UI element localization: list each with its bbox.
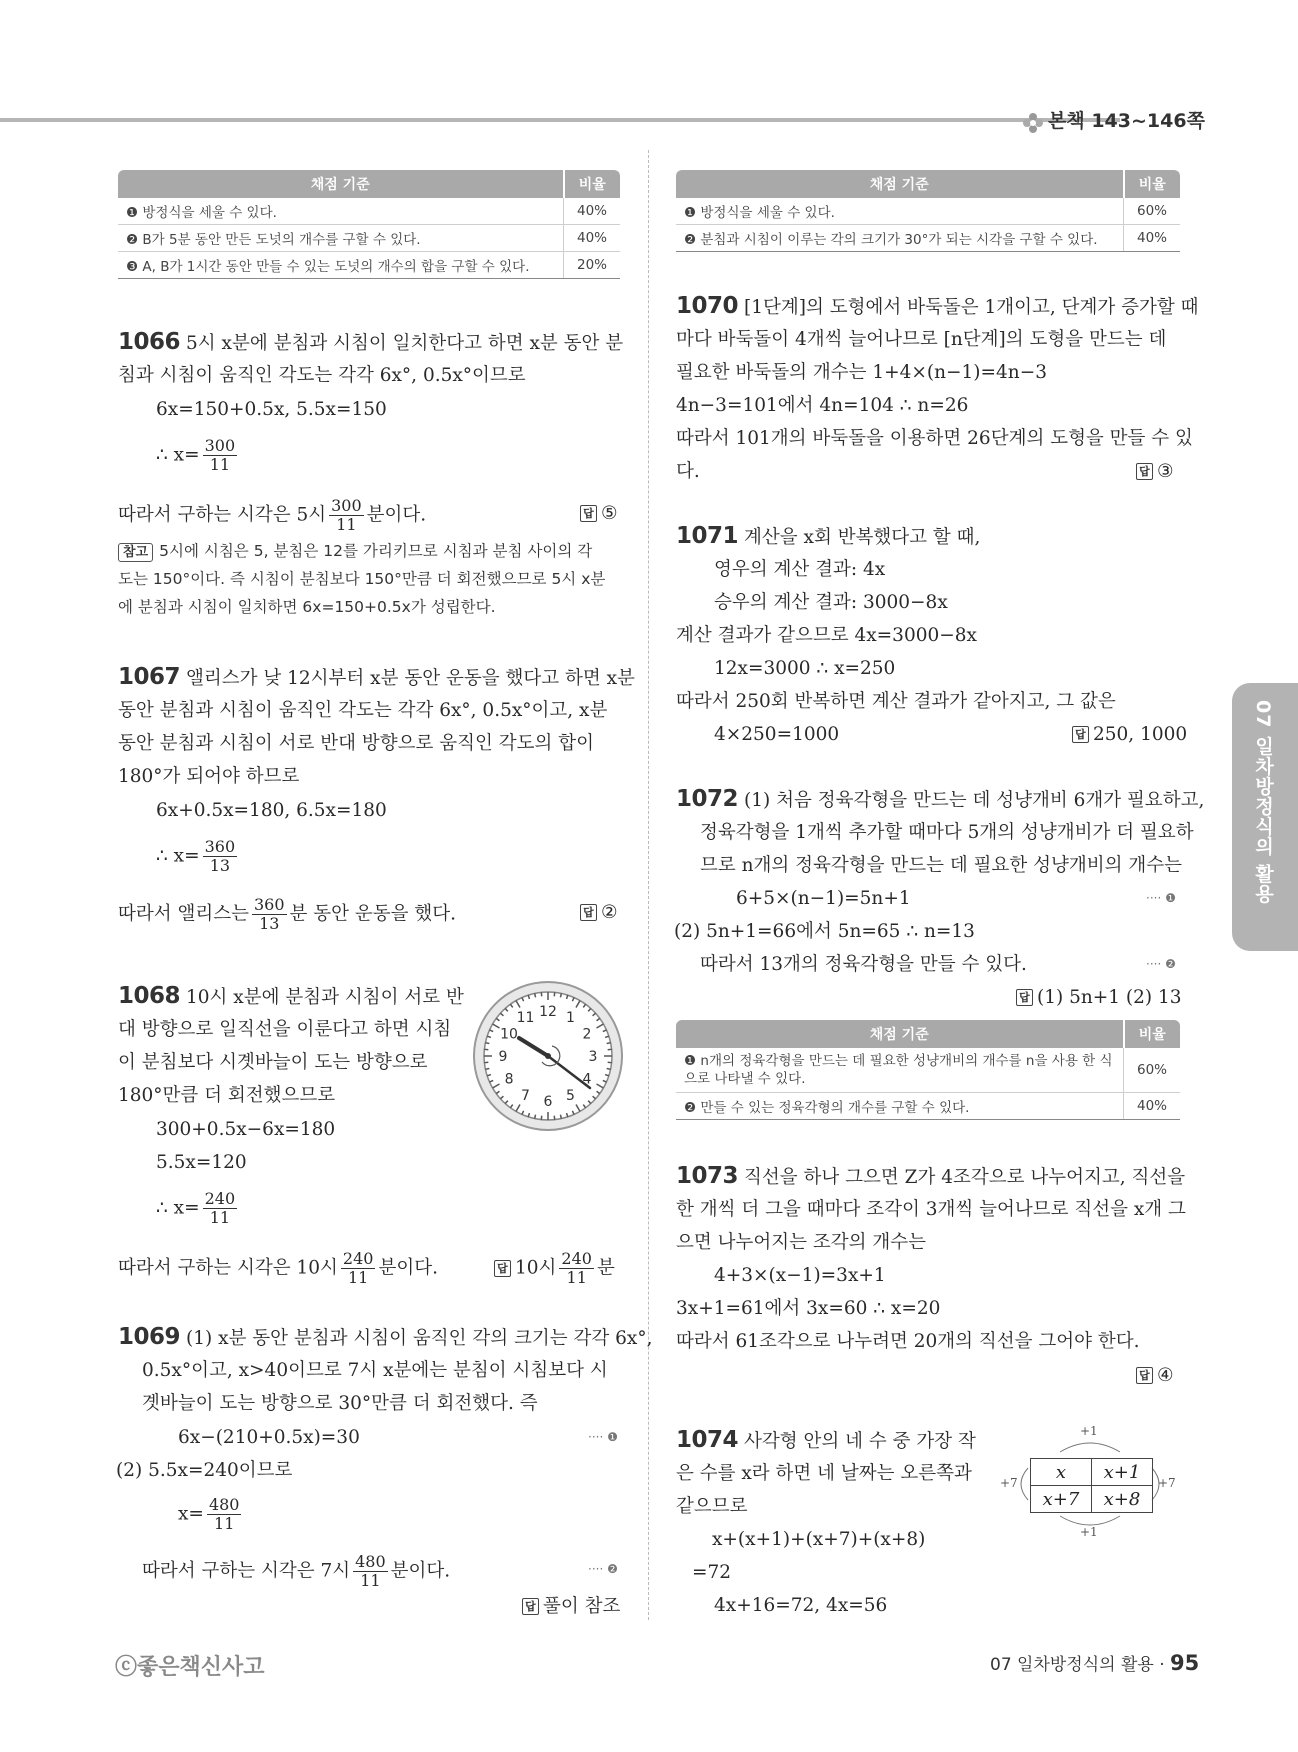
table-header-criteria: 채점 기준: [676, 1020, 1124, 1048]
fraction: $\frac{240}{11}$: [204, 1189, 236, 1227]
book-reference: [1022, 106, 1205, 134]
page-number: 95: [1170, 1651, 1200, 1675]
equation: 6x+0.5x=180, 6.5x=180: [156, 800, 387, 821]
note-line3: 에 분침과 시침이 일치하면 6x=150+0.5x가 성립한다.: [118, 598, 496, 616]
grid-cell: x+7: [1031, 1486, 1092, 1513]
calendar-grid-figure: [1000, 1424, 1180, 1544]
scoring-table-1: [118, 170, 620, 279]
equation: x+(x+1)+(x+7)+(x+8): [712, 1529, 926, 1550]
table-row: ❶ 방정식을 세울 수 있다. 60%: [676, 198, 1180, 225]
scoring-table-2: [676, 170, 1180, 252]
answer: 답 ③: [1136, 455, 1174, 488]
equation: x= $\frac{480}{11}$: [178, 1495, 240, 1533]
clock-number: 9: [498, 1049, 508, 1065]
table-row: ❷ 분침과 시침이 이루는 각의 크기가 30°가 되는 시각을 구할 수 있다. 40%: [676, 225, 1180, 252]
grid-cell: x+8: [1092, 1486, 1153, 1513]
problem-number: 1070: [676, 293, 739, 319]
text-line: 므로 n개의 정육각형을 만드는 데 필요한 성냥개비의 개수는: [700, 855, 1182, 876]
clock-number: 4: [582, 1071, 592, 1088]
text-line: 대 방향으로 일직선을 이룬다고 하면 시침: [118, 1019, 452, 1040]
scoring-table-3: [676, 1020, 1180, 1120]
equation: ∴ x= $\frac{240}{11}$: [156, 1189, 236, 1227]
text-line: 은 수를 x라 하면 네 날짜는 오른쪽과: [676, 1463, 972, 1484]
equation: 300+0.5x−6x=180: [156, 1119, 336, 1140]
grid-cell: x: [1031, 1459, 1092, 1486]
clock-figure: [472, 980, 624, 1132]
note-tag: 참고: [118, 543, 153, 562]
flower-icon: [1022, 112, 1044, 134]
equation: 4x+16=72, 4x=56: [714, 1595, 888, 1616]
text-line: 이 분침보다 시곗바늘이 도는 방향으로: [118, 1052, 428, 1073]
text-line: 곗바늘이 도는 방향으로 30°만큼 더 회전했다. 즉: [142, 1393, 538, 1414]
clock-tick: [485, 1043, 489, 1044]
clock-number: 8: [504, 1071, 514, 1088]
equation: 6+5×(n−1)=5n+1: [736, 888, 911, 909]
text-line: 한 개씩 더 그을 때마다 조각이 3개씩 늘어나므로 직선을 x개 그: [676, 1199, 1186, 1220]
text-line: 따라서 250회 반복하면 계산 결과가 같아지고, 그 값은: [676, 691, 1116, 712]
step-marker: ···· ❷: [1146, 957, 1176, 971]
text-line: 승우의 계산 결과: 3000−8x: [714, 592, 948, 613]
clock-number: 11: [516, 1010, 535, 1027]
text-line: 마다 바둑돌이 4개씩 늘어나므로 [n단계]의 도형을 만드는 데: [676, 329, 1167, 350]
conclusion: 따라서 구하는 시각은 5시 $\frac{300}{11}$ 분이다.: [118, 496, 427, 534]
page-footer: [990, 1650, 1199, 1675]
problem-number: 1066: [118, 329, 181, 355]
problem-1071-line1: 1071 계산을 x회 반복했다고 할 때,: [676, 523, 981, 549]
problem-1066-line1: 1066 5시 x분에 분침과 시침이 일치한다고 하면 x분 동안 분: [118, 329, 624, 355]
problem-1074-line1: 1074 사각형 안의 네 수 중 가장 작: [676, 1427, 976, 1453]
grid-label-bottom: +1: [1080, 1525, 1098, 1539]
answer-icon: 답: [580, 505, 597, 522]
answer-icon: 답: [494, 1260, 511, 1277]
clock-number: 12: [539, 1004, 557, 1020]
text-line: 180°만큼 더 회전했으므로: [118, 1085, 336, 1106]
problem-number: 1073: [676, 1163, 739, 1189]
text-line: 다.: [676, 461, 700, 482]
text-line: 따라서 61조각으로 나누려면 20개의 직선을 그어야 한다.: [676, 1331, 1140, 1352]
table-header-ratio: 비율: [1124, 1020, 1181, 1048]
clock-number: 3: [588, 1049, 598, 1065]
answer-icon: 답: [1072, 726, 1089, 743]
equation: 12x=3000 ∴ x=250: [714, 658, 896, 679]
answer-icon: 답: [1136, 1367, 1153, 1384]
text-line: 동안 분침과 시침이 서로 반대 방향으로 움직인 각도의 합이: [118, 733, 594, 754]
text-line: 계산 결과가 같으므로 4x=3000−8x: [676, 625, 977, 646]
answer-icon: 답: [1016, 989, 1033, 1006]
table-header-ratio: 비율: [1124, 170, 1181, 198]
answer-icon: 답: [1136, 463, 1153, 480]
problem-1069-line1: 1069 (1) x분 동안 분침과 시침이 움직인 각의 크기는 각각 6x°,: [118, 1324, 653, 1350]
answer-icon: 답: [522, 1598, 539, 1615]
text-line: 으면 나누어지는 조각의 개수는: [676, 1232, 926, 1253]
book-ref-text: 본책 143~146쪽: [1048, 110, 1205, 132]
grid-label-right: +7: [1158, 1476, 1176, 1490]
clock-tick: [560, 1115, 561, 1119]
fraction: $\frac{480}{11}$: [208, 1495, 240, 1533]
text-line: 따라서 101개의 바둑돌을 이용하면 26단계의 도형을 만들 수 있: [676, 428, 1193, 449]
problem-1073-line1: 1073 직선을 하나 그으면 Z가 4조각으로 나누어지고, 직선을: [676, 1163, 1186, 1189]
grid-table: [1030, 1458, 1153, 1513]
text-line: (2) 5.5x=240이므로: [116, 1460, 293, 1481]
clock-number: 7: [521, 1087, 530, 1104]
problem-1072-line1: 1072 (1) 처음 정육각형을 만드는 데 성냥개비 6개가 필요하고,: [676, 786, 1205, 812]
table-header-criteria: 채점 기준: [118, 170, 564, 198]
problem-1070-line1: 1070 [1단계]의 도형에서 바둑돌은 1개이고, 단계가 증가할 때: [676, 293, 1199, 319]
fraction: $\frac{300}{11}$: [331, 496, 362, 534]
grid-label-left: +7: [1000, 1476, 1018, 1490]
equation: =72: [692, 1562, 732, 1583]
equation: 4×250=1000: [714, 724, 840, 745]
problem-number: 1069: [118, 1324, 181, 1350]
clock-tick: [535, 1115, 536, 1119]
answer: 답 풀이 참조: [522, 1590, 620, 1623]
clock-tick: [607, 1043, 611, 1044]
problem-number: 1067: [118, 664, 181, 690]
problem-1067-line1: 1067 앨리스가 낮 12시부터 x분 동안 운동을 했다고 하면 x분: [118, 664, 635, 690]
equation: 6x=150+0.5x, 5.5x=150: [156, 399, 387, 420]
publisher-logo: ⓒ좋은책신사고: [115, 1655, 265, 1680]
grid-label-top: +1: [1080, 1424, 1098, 1438]
clock-tick: [607, 1068, 611, 1069]
answer: 답 (1) 5n+1 (2) 13: [1016, 981, 1182, 1014]
fraction: $\frac{300}{11}$: [204, 436, 236, 474]
text-line: 180°가 되어야 하므로: [118, 766, 300, 787]
clock-number: 1: [566, 1010, 575, 1027]
note-line1: 참고 5시에 시침은 5, 분침은 12를 가리키므로 시침과 분침 사이의 각: [118, 538, 592, 565]
grid-cell: x+1: [1092, 1459, 1153, 1486]
text-line: 4n−3=101에서 4n=104 ∴ n=26: [676, 395, 969, 416]
text-line: 필요한 바둑돌의 개수는 1+4×(n−1)=4n−3: [676, 362, 1047, 383]
text-line: 3x+1=61에서 3x=60 ∴ x=20: [676, 1298, 941, 1319]
text-line: 동안 분침과 시침이 움직인 각도는 각각 6x°, 0.5x°이고, x분: [118, 700, 608, 721]
equation: 4+3×(x−1)=3x+1: [714, 1265, 886, 1286]
answer: 답 ⑤: [580, 497, 618, 530]
step-marker: ···· ❶: [1146, 891, 1176, 905]
clock-number: 2: [582, 1026, 592, 1043]
fraction: $\frac{240}{11}$: [342, 1249, 374, 1287]
problem-number: 1071: [676, 523, 739, 549]
table-header-criteria: 채점 기준: [676, 170, 1124, 198]
text-line: 정육각형을 1개씩 추가할 때마다 5개의 성냥개비가 더 필요하: [700, 822, 1194, 843]
chapter-side-tab-label: 07 일차방정식의 활용: [1252, 700, 1274, 904]
clock-number: 5: [566, 1087, 575, 1104]
text-line: 같으므로: [676, 1496, 748, 1517]
equation: ∴ x= $\frac{300}{11}$: [156, 436, 236, 474]
fraction: $\frac{360}{13}$: [204, 837, 236, 875]
footer-chapter: 07 일차방정식의 활용 ·: [990, 1655, 1165, 1675]
answer: 답 250, 1000: [1072, 718, 1187, 751]
equation: 6x−(210+0.5x)=30: [178, 1427, 360, 1448]
equation: 5.5x=120: [156, 1152, 247, 1173]
problem-number: 1068: [118, 983, 181, 1009]
answer: 답 ④: [1136, 1359, 1174, 1392]
table-row: ❸ A, B가 1시간 동안 만들 수 있는 도넛의 개수의 합을 구할 수 있다. 20%: [118, 252, 620, 279]
conclusion: 따라서 구하는 시각은 10시 $\frac{240}{11}$ 분이다.: [118, 1249, 438, 1287]
step-marker: ···· ❶: [588, 1430, 618, 1444]
problem-1066-line2: 침과 시침이 움직인 각도는 각각 6x°, 0.5x°이므로: [118, 365, 526, 386]
note-line2: 도는 150°이다. 즉 시침이 분침보다 150°만큼 더 회전했으므로 5시 x분: [118, 570, 606, 588]
clock-number: 10: [500, 1026, 518, 1043]
fraction: $\frac{360}{13}$: [253, 895, 285, 933]
conclusion: 따라서 구하는 시각은 7시 $\frac{480}{11}$ 분이다.: [142, 1552, 451, 1590]
clock-tick: [535, 993, 536, 997]
answer-icon: 답: [580, 904, 597, 921]
problem-number: 1072: [676, 786, 739, 812]
fraction: $\frac{480}{11}$: [355, 1552, 386, 1590]
text-line: 0.5x°이고, x>40이므로 7시 x분에는 분침이 시침보다 시: [142, 1360, 608, 1381]
column-divider: [648, 150, 649, 1620]
table-row: ❷ B가 5분 동안 만든 도넛의 개수를 구할 수 있다. 40%: [118, 225, 620, 252]
fraction: $\frac{240}{11}$: [561, 1249, 592, 1287]
clock-number: 6: [543, 1094, 553, 1110]
clock-tick: [560, 993, 561, 997]
table-row: ❷ 만들 수 있는 정육각형의 개수를 구할 수 있다. 40%: [676, 1093, 1180, 1120]
answer: 답 ②: [580, 896, 618, 929]
step-marker: ···· ❷: [588, 1562, 618, 1576]
text-line: 따라서 13개의 정육각형을 만들 수 있다.: [700, 954, 1027, 975]
text-line: 영우의 계산 결과: 4x: [714, 559, 886, 580]
table-header-ratio: 비율: [564, 170, 621, 198]
problem-number: 1074: [676, 1427, 739, 1453]
clock-tick: [485, 1068, 489, 1069]
answer: 답 10시 $\frac{240}{11}$ 분: [494, 1250, 615, 1287]
problem-1068-line1: 1068 10시 x분에 분침과 시침이 서로 반: [118, 983, 464, 1009]
header-rule: [0, 118, 1120, 122]
equation: ∴ x= $\frac{360}{13}$: [156, 837, 236, 875]
table-row: ❶ 방정식을 세울 수 있다. 40%: [118, 198, 620, 225]
text-line: (2) 5n+1=66에서 5n=65 ∴ n=13: [674, 921, 975, 942]
table-row: ❶ n개의 정육각형을 만드는 데 필요한 성냥개비의 개수를 n을 사용 한 식으로 나타낼 수 있다. 60%: [676, 1048, 1180, 1093]
conclusion: 따라서 앨리스는 $\frac{360}{13}$ 분 동안 운동을 했다.: [118, 895, 457, 933]
